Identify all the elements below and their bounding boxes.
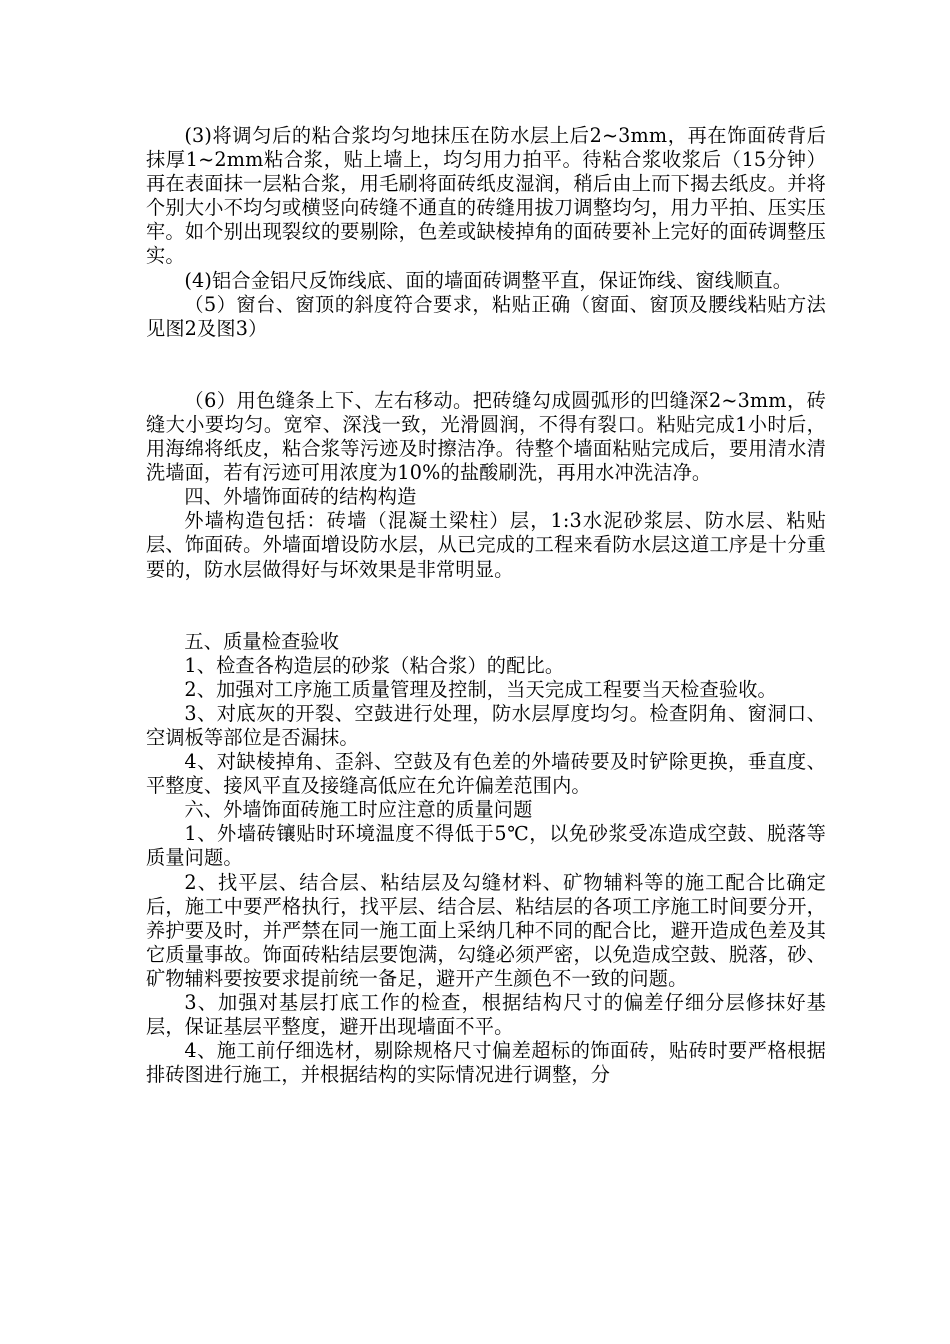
paragraph-step-3: (3)将调匀后的粘合浆均匀地抹压在防水层上后2~3mm，再在饰面砖背后抹厚1~2mm粘合浆，贴上墙上，均匀用力拍平。待粘合浆收浆后（15分钟）再在表面抹一层粘合浆，用毛刷将面砖纸皮湿润，稍后由上而下揭去纸皮。并将个别大小不均匀或横竖向砖缝不通直的砖缝用拔刀调整均匀，用力平拍、压实压牢。如个别出现裂纹的要剔除，色差或缺棱掉角的面砖要补上完好的面砖调整压实。 [146,124,826,268]
paragraph-structure: 外墙构造包括：砖墙（混凝土梁柱）层，1:3水泥砂浆层、防水层、粘贴层、饰面砖。外墙面增设防水层，从已完成的工程来看防水层这道工序是十分重要的，防水层做得好与坏效果是非常明显。 [146,509,826,581]
section-heading-5: 五、质量检查验收 [184,629,340,653]
list-item: 3、对底灰的开裂、空鼓进行处理，防水层厚度均匀。检查阴角、窗洞口、空调板等部位是否漏抹。 [146,701,826,749]
paragraph-step-6: （6）用色缝条上下、左右移动。把砖缝勾成圆弧形的凹缝深2~3mm，砖缝大小要均匀。宽窄、深浅一致，光滑圆润，不得有裂口。粘贴完成1小时后，用海绵将纸皮，粘合浆等污迹及时擦洁净。待整个墙面粘贴完成后，要用清水清洗墙面，若有污迹可用浓度为10%的盐酸刷洗，再用水冲洗洁净。 [146,388,826,485]
list-item: 4、对缺棱掉角、歪斜、空鼓及有色差的外墙砖要及时铲除更换，垂直度、平整度、接风平直及接缝高低应在允许偏差范围内。 [146,750,826,798]
list-item: 2、加强对工序施工质量管理及控制，当天完成工程要当天检查验收。 [184,677,777,701]
section-heading-6: 六、外墙饰面砖施工时应注意的质量问题 [184,798,533,822]
list-item: 1、检查各构造层的砂浆（粘合浆）的配比。 [184,653,565,677]
blank-space [146,582,826,630]
blank-space [146,341,826,389]
list-item: 4、施工前仔细选材，剔除规格尺寸偏差超标的饰面砖，贴砖时要严格根据排砖图进行施工，并根据结构的实际情况进行调整，分 [146,1039,826,1087]
list-item: 1、外墙砖镶贴时环境温度不得低于5℃，以免砂浆受冻造成空鼓、脱落等质量问题。 [146,822,826,870]
list-item: 2、找平层、结合层、粘结层及勾缝材料、矿物辅料等的施工配合比确定后，施工中要严格执行，找平层、结合层、粘结层的各项工序施工时间要分开，养护要及时，并严禁在同一施工面上采纳几种不同的配合比，避开造成色差及其它质量事故。饰面砖粘结层要饱满，勾缝必须严密，以免造成空鼓、脱落，砂、矿物辅料要按要求提前统一备足，避开产生颜色不一致的问题。 [146,870,826,990]
section-heading-4: 四、外墙饰面砖的结构构造 [184,485,417,509]
list-item: 3、加强对基层打底工作的检查，根据结构尺寸的偏差仔细分层修抹好基层，保证基层平整度，避开出现墙面不平。 [146,991,826,1039]
paragraph-step-4: (4)铝合金铝尺反饰线底、面的墙面砖调整平直，保证饰线、窗线顺直。 [184,268,793,292]
paragraph-step-5: （5）窗台、窗顶的斜度符合要求，粘贴正确（窗面、窗顶及腰线粘贴方法见图2及图3） [146,292,826,340]
document-page [146,124,826,1087]
